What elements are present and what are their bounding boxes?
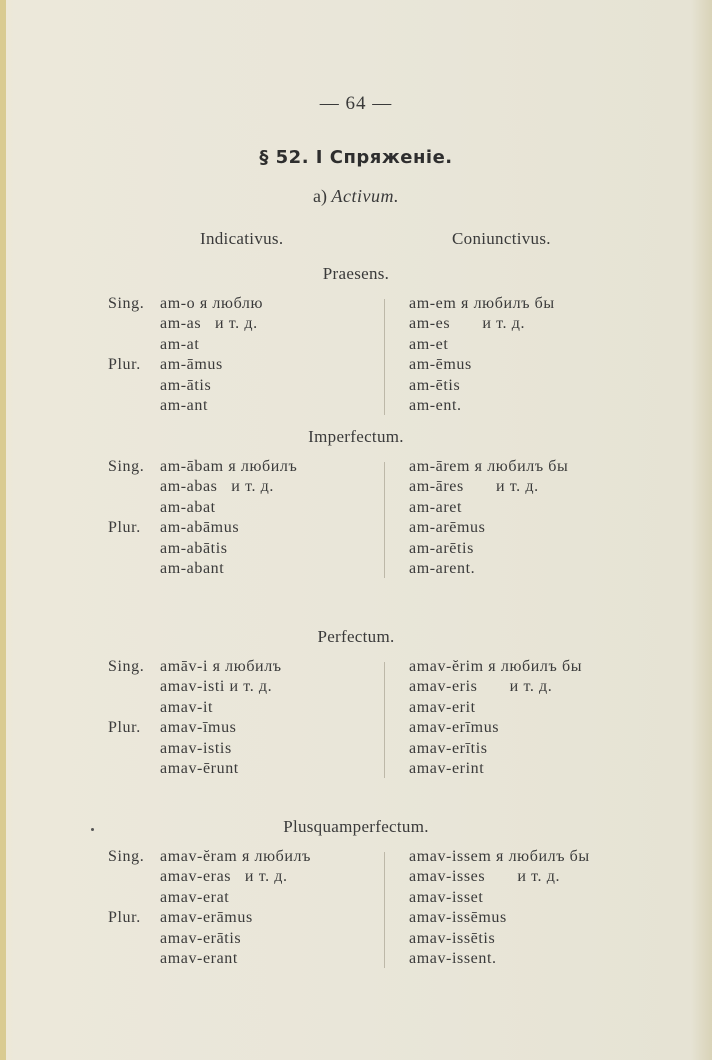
subjunctive-form: am-āres и т. д.	[409, 478, 539, 496]
conjugation-row	[0, 740, 712, 762]
conjugation-row	[0, 540, 712, 562]
indicative-form: amav-ērunt	[160, 760, 239, 777]
subjunctive-form: amav-issētis	[409, 929, 496, 947]
subjunctive-form: amav-erītis	[409, 739, 488, 757]
number-label: Plur.	[108, 356, 141, 374]
subjunctive-form: amav-eris и т. д.	[409, 678, 553, 696]
indicative-form: amav-it	[160, 698, 214, 716]
indicative-form: am-abas и т. д.	[160, 478, 274, 496]
indicative-form: am-abāmus	[160, 519, 240, 537]
subjunctive-form: am-ētis	[409, 376, 461, 394]
indicative-form: am-at	[160, 335, 200, 353]
indicative-form: amav-īmus	[160, 719, 237, 737]
conjugation-row	[0, 397, 712, 419]
mood-indicativus: Indicativus.	[200, 229, 284, 248]
subjunctive-form: am-arent.	[409, 560, 476, 577]
conjugation-row	[0, 950, 712, 972]
subjunctive-form: am-arētis	[409, 539, 474, 557]
subjunctive-form: amav-issēmus	[409, 909, 507, 927]
tense-heading: Plusquamperfectum.	[283, 817, 429, 836]
conjugation-row	[0, 930, 712, 952]
indicative-form: am-abant	[160, 560, 225, 577]
number-label: Plur.	[108, 909, 141, 927]
subjunctive-form: amav-issem я любилъ бы	[409, 848, 590, 865]
subjunctive-form: amav-isses и т. д.	[409, 868, 561, 886]
conjugation-row	[0, 519, 712, 541]
conjugation-row	[0, 889, 712, 911]
indicative-form: amav-eras и т. д.	[160, 868, 288, 886]
subjunctive-form: am-arēmus	[409, 519, 486, 537]
conjugation-row	[0, 560, 712, 582]
number-label: Sing.	[108, 658, 145, 675]
indicative-form: amav-erat	[160, 888, 230, 906]
print-speck	[91, 828, 94, 831]
subjunctive-form: amav-erīmus	[409, 719, 500, 737]
indicative-form: am-o я люблю	[160, 295, 264, 312]
number-label: Sing.	[108, 458, 145, 475]
tense-heading: Praesens.	[322, 264, 390, 283]
conjugation-row	[0, 478, 712, 500]
number-label: Sing.	[108, 848, 145, 865]
tense-heading: Perfectum.	[317, 627, 395, 646]
subjunctive-form: amav-erit	[409, 698, 476, 716]
subjunctive-form: amav-issent.	[409, 950, 497, 967]
subjunctive-form: am-ēmus	[409, 356, 472, 374]
conjugation-row	[0, 868, 712, 890]
voice-name: Activum.	[331, 186, 399, 206]
number-label: Plur.	[108, 719, 141, 737]
conjugation-row	[0, 356, 712, 378]
conjugation-row	[0, 658, 712, 680]
indicative-form: am-ant	[160, 397, 209, 414]
voice-letter: a)	[313, 186, 327, 206]
indicative-form: am-as и т. д.	[160, 315, 258, 333]
voice-heading	[0, 186, 712, 207]
conjugation-row	[0, 909, 712, 931]
tense-heading: Imperfectum.	[308, 427, 404, 446]
indicative-form: am-ābam я любилъ	[160, 458, 298, 475]
number-label: Plur.	[108, 519, 141, 537]
subjunctive-form: am-es и т. д.	[409, 315, 526, 333]
indicative-form: am-ātis	[160, 376, 212, 394]
conjugation-row	[0, 678, 712, 700]
indicative-form: am-āmus	[160, 356, 223, 374]
conjugation-row	[0, 699, 712, 721]
conjugation-row	[0, 458, 712, 480]
indicative-form: amav-erāmus	[160, 909, 253, 927]
number-label: Sing.	[108, 295, 145, 312]
conjugation-row	[0, 499, 712, 521]
section-title: § 52. I Спряженіе.	[259, 147, 453, 168]
indicative-form: am-abātis	[160, 539, 228, 557]
subjunctive-form: amav-ĕrim я любилъ бы	[409, 658, 583, 675]
conjugation-row	[0, 760, 712, 782]
conjugation-row	[0, 315, 712, 337]
conjugation-row	[0, 336, 712, 358]
mood-coniunctivus: Coniunctivus.	[452, 229, 551, 248]
indicative-form: am-abat	[160, 498, 216, 516]
subjunctive-form: am-ent.	[409, 397, 462, 414]
indicative-form: amav-ĕram я любилъ	[160, 848, 312, 865]
indicative-form: amav-isti и т. д.	[160, 678, 273, 696]
subjunctive-form: am-em я любилъ бы	[409, 295, 555, 312]
subjunctive-form: amav-erint	[409, 760, 485, 777]
conjugation-row	[0, 295, 712, 317]
conjugation-row	[0, 848, 712, 870]
indicative-form: amav-istis	[160, 739, 232, 757]
subjunctive-form: am-et	[409, 335, 449, 353]
subjunctive-form: am-ārem я любилъ бы	[409, 458, 569, 475]
conjugation-row	[0, 377, 712, 399]
indicative-form: amav-erātis	[160, 929, 242, 947]
indicative-form: amāv-i я любилъ	[160, 658, 282, 675]
subjunctive-form: amav-isset	[409, 888, 484, 906]
subjunctive-form: am-aret	[409, 498, 463, 516]
indicative-form: amav-erant	[160, 950, 238, 967]
conjugation-row	[0, 719, 712, 741]
page-number: — 64 —	[319, 93, 393, 114]
